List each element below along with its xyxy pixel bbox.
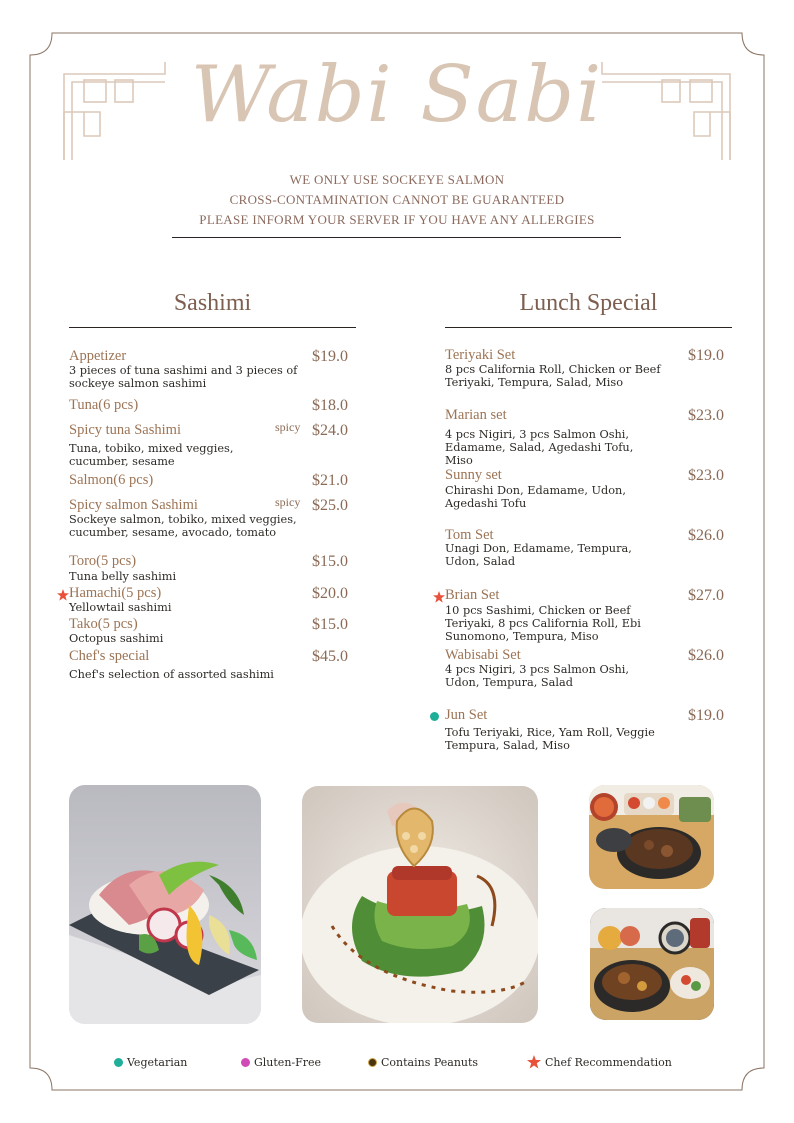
- peanut-dot-icon: [368, 1058, 377, 1067]
- notice-line: CROSS-CONTAMINATION CANNOT BE GUARANTEED: [229, 192, 565, 207]
- item-description: Tuna belly sashimi: [69, 570, 177, 583]
- item-description: Tofu Teriyaki, Rice, Yam Roll, Veggie Tempura, Salad, Miso: [445, 726, 655, 752]
- item-description: 10 pcs Sashimi, Chicken or Beef Teriyaki, 8 pcs California Roll, Ebi Sunomono, Tempura, Miso: [445, 604, 641, 643]
- spicy-tag: spicy: [275, 495, 301, 509]
- item-description: Unagi Don, Edamame, Tempura, Udon, Salad: [445, 542, 632, 568]
- chef-star-icon: [57, 589, 69, 601]
- item-price: $15.0: [312, 616, 348, 633]
- header-divider: [172, 237, 621, 238]
- item-description: 4 pcs Nigiri, 3 pcs Salmon Oshi, Udon, Tempura, Salad: [445, 663, 629, 689]
- vegetarian-dot-icon: [114, 1058, 123, 1067]
- sashimi-combo-photo: [590, 908, 714, 1020]
- item-name: Toro(5 pcs): [69, 553, 137, 569]
- item-description: 8 pcs California Roll, Chicken or Beef Teriyaki, Tempura, Salad, Miso: [445, 363, 661, 389]
- notice-line: WE ONLY USE SOCKEYE SALMON: [289, 172, 505, 187]
- item-price: $26.0: [688, 527, 724, 544]
- item-name: Wabisabi Set: [445, 647, 521, 663]
- lunch-section-divider: [445, 327, 732, 328]
- legend-label: Chef Recommendation: [545, 1055, 672, 1069]
- item-price: $19.0: [312, 348, 348, 365]
- vegetarian-dot-icon: [430, 712, 439, 721]
- item-price: $23.0: [688, 407, 724, 424]
- item-description: 3 pieces of tuna sashimi and 3 pieces of sockeye salmon sashimi: [69, 364, 298, 390]
- item-price: $15.0: [312, 553, 348, 570]
- item-price: $45.0: [312, 648, 348, 665]
- brand-logo: Wabi Sabi: [190, 50, 604, 140]
- item-description: Chef's selection of assorted sashimi: [69, 668, 274, 681]
- legend-label: Contains Peanuts: [381, 1055, 479, 1069]
- sashimi-section-title: Sashimi: [173, 290, 252, 316]
- item-name: Tom Set: [445, 527, 494, 543]
- chef-star-icon: [433, 591, 445, 603]
- item-price: $27.0: [688, 587, 724, 604]
- item-name: Tuna(6 pcs): [69, 397, 139, 413]
- item-price: $26.0: [688, 647, 724, 664]
- item-name: Spicy tuna Sashimi: [69, 422, 181, 438]
- item-name: Tako(5 pcs): [69, 616, 138, 632]
- item-name: Brian Set: [445, 587, 500, 603]
- item-description: Sockeye salmon, tobiko, mixed veggies, cucumber, sesame, avocado, tomato: [69, 513, 297, 539]
- item-description: Chirashi Don, Edamame, Udon, Agedashi Tofu: [445, 484, 626, 510]
- item-price: $23.0: [688, 467, 724, 484]
- allergy-notices: [0, 170, 794, 230]
- gluten-free-dot-icon: [241, 1058, 250, 1067]
- item-price: $24.0: [312, 422, 348, 439]
- notice-line: PLEASE INFORM YOUR SERVER IF YOU HAVE ANY ALLERGIES: [199, 212, 595, 227]
- legend-peanuts: [368, 1054, 478, 1070]
- item-name: Appetizer: [69, 348, 127, 364]
- item-name: Spicy salmon Sashimi: [69, 497, 198, 513]
- legend-chef-recommendation: [527, 1054, 672, 1070]
- item-name: Sunny set: [445, 467, 502, 483]
- sashimi-plate-photo: [69, 785, 261, 1024]
- item-description: Yellowtail sashimi: [69, 601, 172, 614]
- legend-vegetarian: [114, 1054, 187, 1070]
- tuna-tartare-photo: [302, 786, 538, 1023]
- item-name: Teriyaki Set: [445, 347, 516, 363]
- legend-gluten-free: [241, 1054, 321, 1070]
- spicy-tag: spicy: [275, 420, 301, 434]
- item-name: Marian set: [445, 407, 507, 423]
- lunch-section-title: Lunch Special: [519, 290, 658, 316]
- item-price: $18.0: [312, 397, 348, 414]
- legend-label: Vegetarian: [127, 1055, 188, 1069]
- item-name: Jun Set: [445, 707, 488, 723]
- bento-box-photo: [589, 785, 714, 889]
- legend-label: Gluten-Free: [254, 1055, 322, 1069]
- sashimi-section-divider: [69, 327, 356, 328]
- chef-star-icon: [527, 1055, 541, 1069]
- item-price: $25.0: [312, 497, 348, 514]
- item-name: Salmon(6 pcs): [69, 472, 154, 488]
- item-description: 4 pcs Nigiri, 3 pcs Salmon Oshi, Edamame, Salad, Agedashi Tofu, Miso: [445, 428, 634, 467]
- item-description: Octopus sashimi: [69, 632, 164, 645]
- item-price: $19.0: [688, 707, 724, 724]
- item-description: Tuna, tobiko, mixed veggies, cucumber, sesame: [69, 442, 234, 468]
- item-name: Chef's special: [69, 648, 150, 664]
- item-name: Hamachi(5 pcs): [69, 585, 162, 601]
- item-price: $19.0: [688, 347, 724, 364]
- item-price: $20.0: [312, 585, 348, 602]
- item-price: $21.0: [312, 472, 348, 489]
